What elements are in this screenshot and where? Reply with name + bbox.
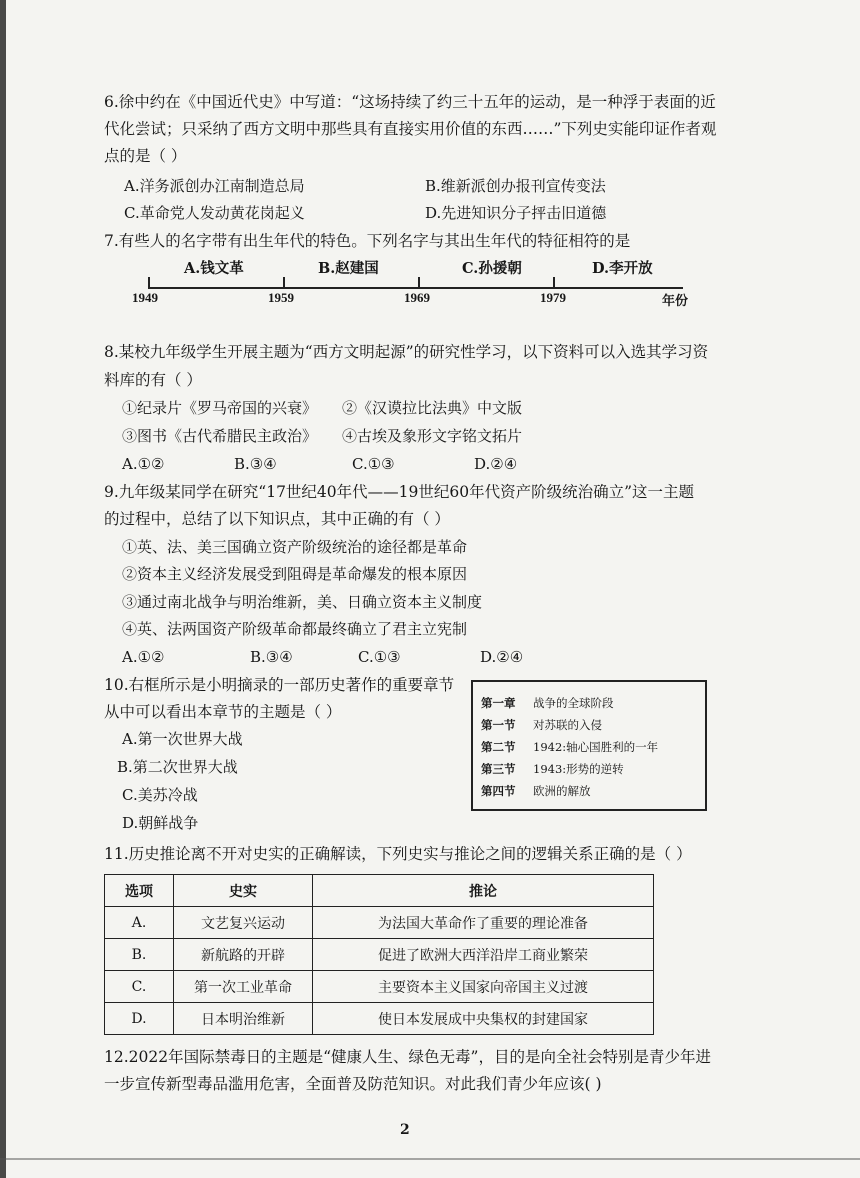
timeline-tick	[553, 277, 555, 289]
q10-line2: 从中可以看出本章节的主题是（ ）	[104, 703, 342, 721]
section-number: 第四节	[481, 784, 516, 798]
table-row	[105, 939, 654, 971]
q8-item-2: ②《汉谟拉比法典》中文版	[342, 399, 523, 417]
section-number: 第一节	[481, 718, 516, 732]
table-header-row	[105, 875, 654, 907]
section-title: 1943:形势的逆转	[533, 762, 624, 776]
q8-item-4: ④古埃及象形文字铭文拓片	[342, 427, 523, 445]
q6-option-a: A.洋务派创办江南制造总局	[124, 177, 305, 195]
q10-option-d: D.朝鲜战争	[122, 814, 199, 832]
q6-option-b: B.维新派创办报刊宣传变法	[425, 177, 606, 195]
chapter-row	[481, 736, 705, 758]
timeline-name-b: B.赵建国	[318, 260, 379, 277]
q9-item-2: ②资本主义经济发展受到阻碍是革命爆发的根本原因	[122, 565, 468, 583]
q9-option-c: C.①③	[358, 648, 401, 666]
q12-line1: 12.2022年国际禁毒日的主题是“健康人生、绿色无毒”，目的是向全社会特别是青少年进	[104, 1048, 711, 1066]
chapter-row	[481, 714, 705, 736]
q10-option-a: A.第一次世界大战	[122, 730, 243, 748]
table-cell: A.	[105, 907, 174, 939]
timeline-name-d: D.李开放	[592, 260, 653, 277]
q6-option-c: C.革命党人发动黄花岗起义	[124, 204, 305, 222]
timeline-tick	[283, 277, 285, 289]
q8-line2: 料库的有（ ）	[104, 371, 202, 389]
q10-chapter-box	[471, 680, 707, 811]
chapter-title: 战争的全球阶段	[533, 696, 614, 710]
timeline-year: 1949	[132, 290, 158, 305]
timeline-tick	[418, 277, 420, 289]
section-title: 1942:轴心国胜利的一年	[533, 740, 659, 754]
q11-table	[104, 874, 654, 1035]
q7-line1: 7.有些人的名字带有出生年代的特色。下列名字与其出生年代的特征相符的是	[104, 232, 631, 250]
chapter-row	[481, 758, 705, 780]
q8-line1: 8.某校九年级学生开展主题为“西方文明起源”的研究性学习，以下资料可以入选其学习资	[104, 343, 709, 361]
q8-item-3: ③图书《古代希腊民主政治》	[122, 427, 318, 445]
table-cell: 促进了欧洲大西洋沿岸工商业繁荣	[313, 939, 654, 971]
timeline-tick	[148, 277, 150, 289]
table-cell: D.	[105, 1003, 174, 1035]
table-cell: 新航路的开辟	[174, 939, 313, 971]
section-title: 欧洲的解放	[533, 784, 591, 798]
scan-bottom-line	[0, 1158, 860, 1160]
q10-line1: 10.右框所示是小明摘录的一部历史著作的重要章节	[104, 676, 455, 694]
q10-option-c: C.美苏冷战	[122, 786, 198, 804]
timeline-axis	[148, 287, 683, 289]
q9-item-1: ①英、法、美三国确立资产阶级统治的途径都是革命	[122, 538, 468, 556]
page-number: 2	[400, 1122, 410, 1138]
table-cell: 使日本发展成中央集权的封建国家	[313, 1003, 654, 1035]
table-cell: 第一次工业革命	[174, 971, 313, 1003]
table-cell: C.	[105, 971, 174, 1003]
table-cell: 为法国大革命作了重要的理论准备	[313, 907, 654, 939]
timeline-year: 1969	[404, 290, 430, 305]
q10-option-b: B.第二次世界大战	[117, 758, 238, 776]
q9-option-a: A.①②	[122, 648, 165, 666]
chapter-number: 第一章	[481, 696, 516, 710]
q8-option-d: D.②④	[474, 455, 518, 473]
section-number: 第三节	[481, 762, 516, 776]
q9-line2: 的过程中，总结了以下知识点，其中正确的有（ ）	[104, 510, 450, 528]
table-row	[105, 907, 654, 939]
table-header: 选项	[105, 875, 174, 907]
table-cell: B.	[105, 939, 174, 971]
q8-item-1: ①纪录片《罗马帝国的兴衰》	[122, 399, 318, 417]
chapter-row	[481, 692, 705, 714]
section-title: 对苏联的入侵	[533, 718, 602, 732]
q6-line2: 代化尝试；只采纳了西方文明中那些具有直接实用价值的东西……”下列史实能印证作者观	[104, 120, 717, 138]
timeline-year: 1979	[540, 290, 566, 305]
table-header: 史实	[174, 875, 313, 907]
table-cell: 日本明治维新	[174, 1003, 313, 1035]
q9-item-3: ③通过南北战争与明治维新，美、日确立资本主义制度	[122, 593, 483, 611]
q8-option-b: B.③④	[234, 455, 277, 473]
table-row	[105, 1003, 654, 1035]
table-header: 推论	[313, 875, 654, 907]
table-row	[105, 971, 654, 1003]
timeline-year: 1959	[268, 290, 294, 305]
table-cell: 主要资本主义国家向帝国主义过渡	[313, 971, 654, 1003]
q7-timeline	[128, 255, 708, 315]
q9-line1: 9.九年级某同学在研究“17世纪40年代——19世纪60年代资产阶级统治确立”这一主题	[104, 483, 695, 501]
q9-option-b: B.③④	[250, 648, 293, 666]
timeline-name-c: C.孙援朝	[462, 260, 522, 277]
chapter-row	[481, 780, 705, 802]
q11-line1: 11.历史推论离不开对史实的正确解读，下列史实与推论之间的逻辑关系正确的是（ ）	[104, 845, 692, 863]
q6-line3: 点的是（ ）	[104, 147, 187, 165]
q12-line2: 一步宣传新型毒品滥用危害，全面普及防范知识。对此我们青少年应该( )	[104, 1075, 602, 1093]
q6-line1: 6.徐中约在《中国近代史》中写道：“这场持续了约三十五年的运动，是一种浮于表面的近	[104, 93, 716, 111]
scan-edge	[0, 0, 6, 1178]
q6-option-d: D.先进知识分子抨击旧道德	[425, 204, 607, 222]
q8-option-c: C.①③	[352, 455, 395, 473]
q9-item-4: ④英、法两国资产阶级革命都最终确立了君主立宪制	[122, 620, 468, 638]
q8-option-a: A.①②	[122, 455, 165, 473]
q9-option-d: D.②④	[480, 648, 524, 666]
timeline-name-a: A.钱文革	[184, 260, 244, 277]
section-number: 第二节	[481, 740, 516, 754]
timeline-unit: 年份	[662, 294, 689, 309]
table-cell: 文艺复兴运动	[174, 907, 313, 939]
